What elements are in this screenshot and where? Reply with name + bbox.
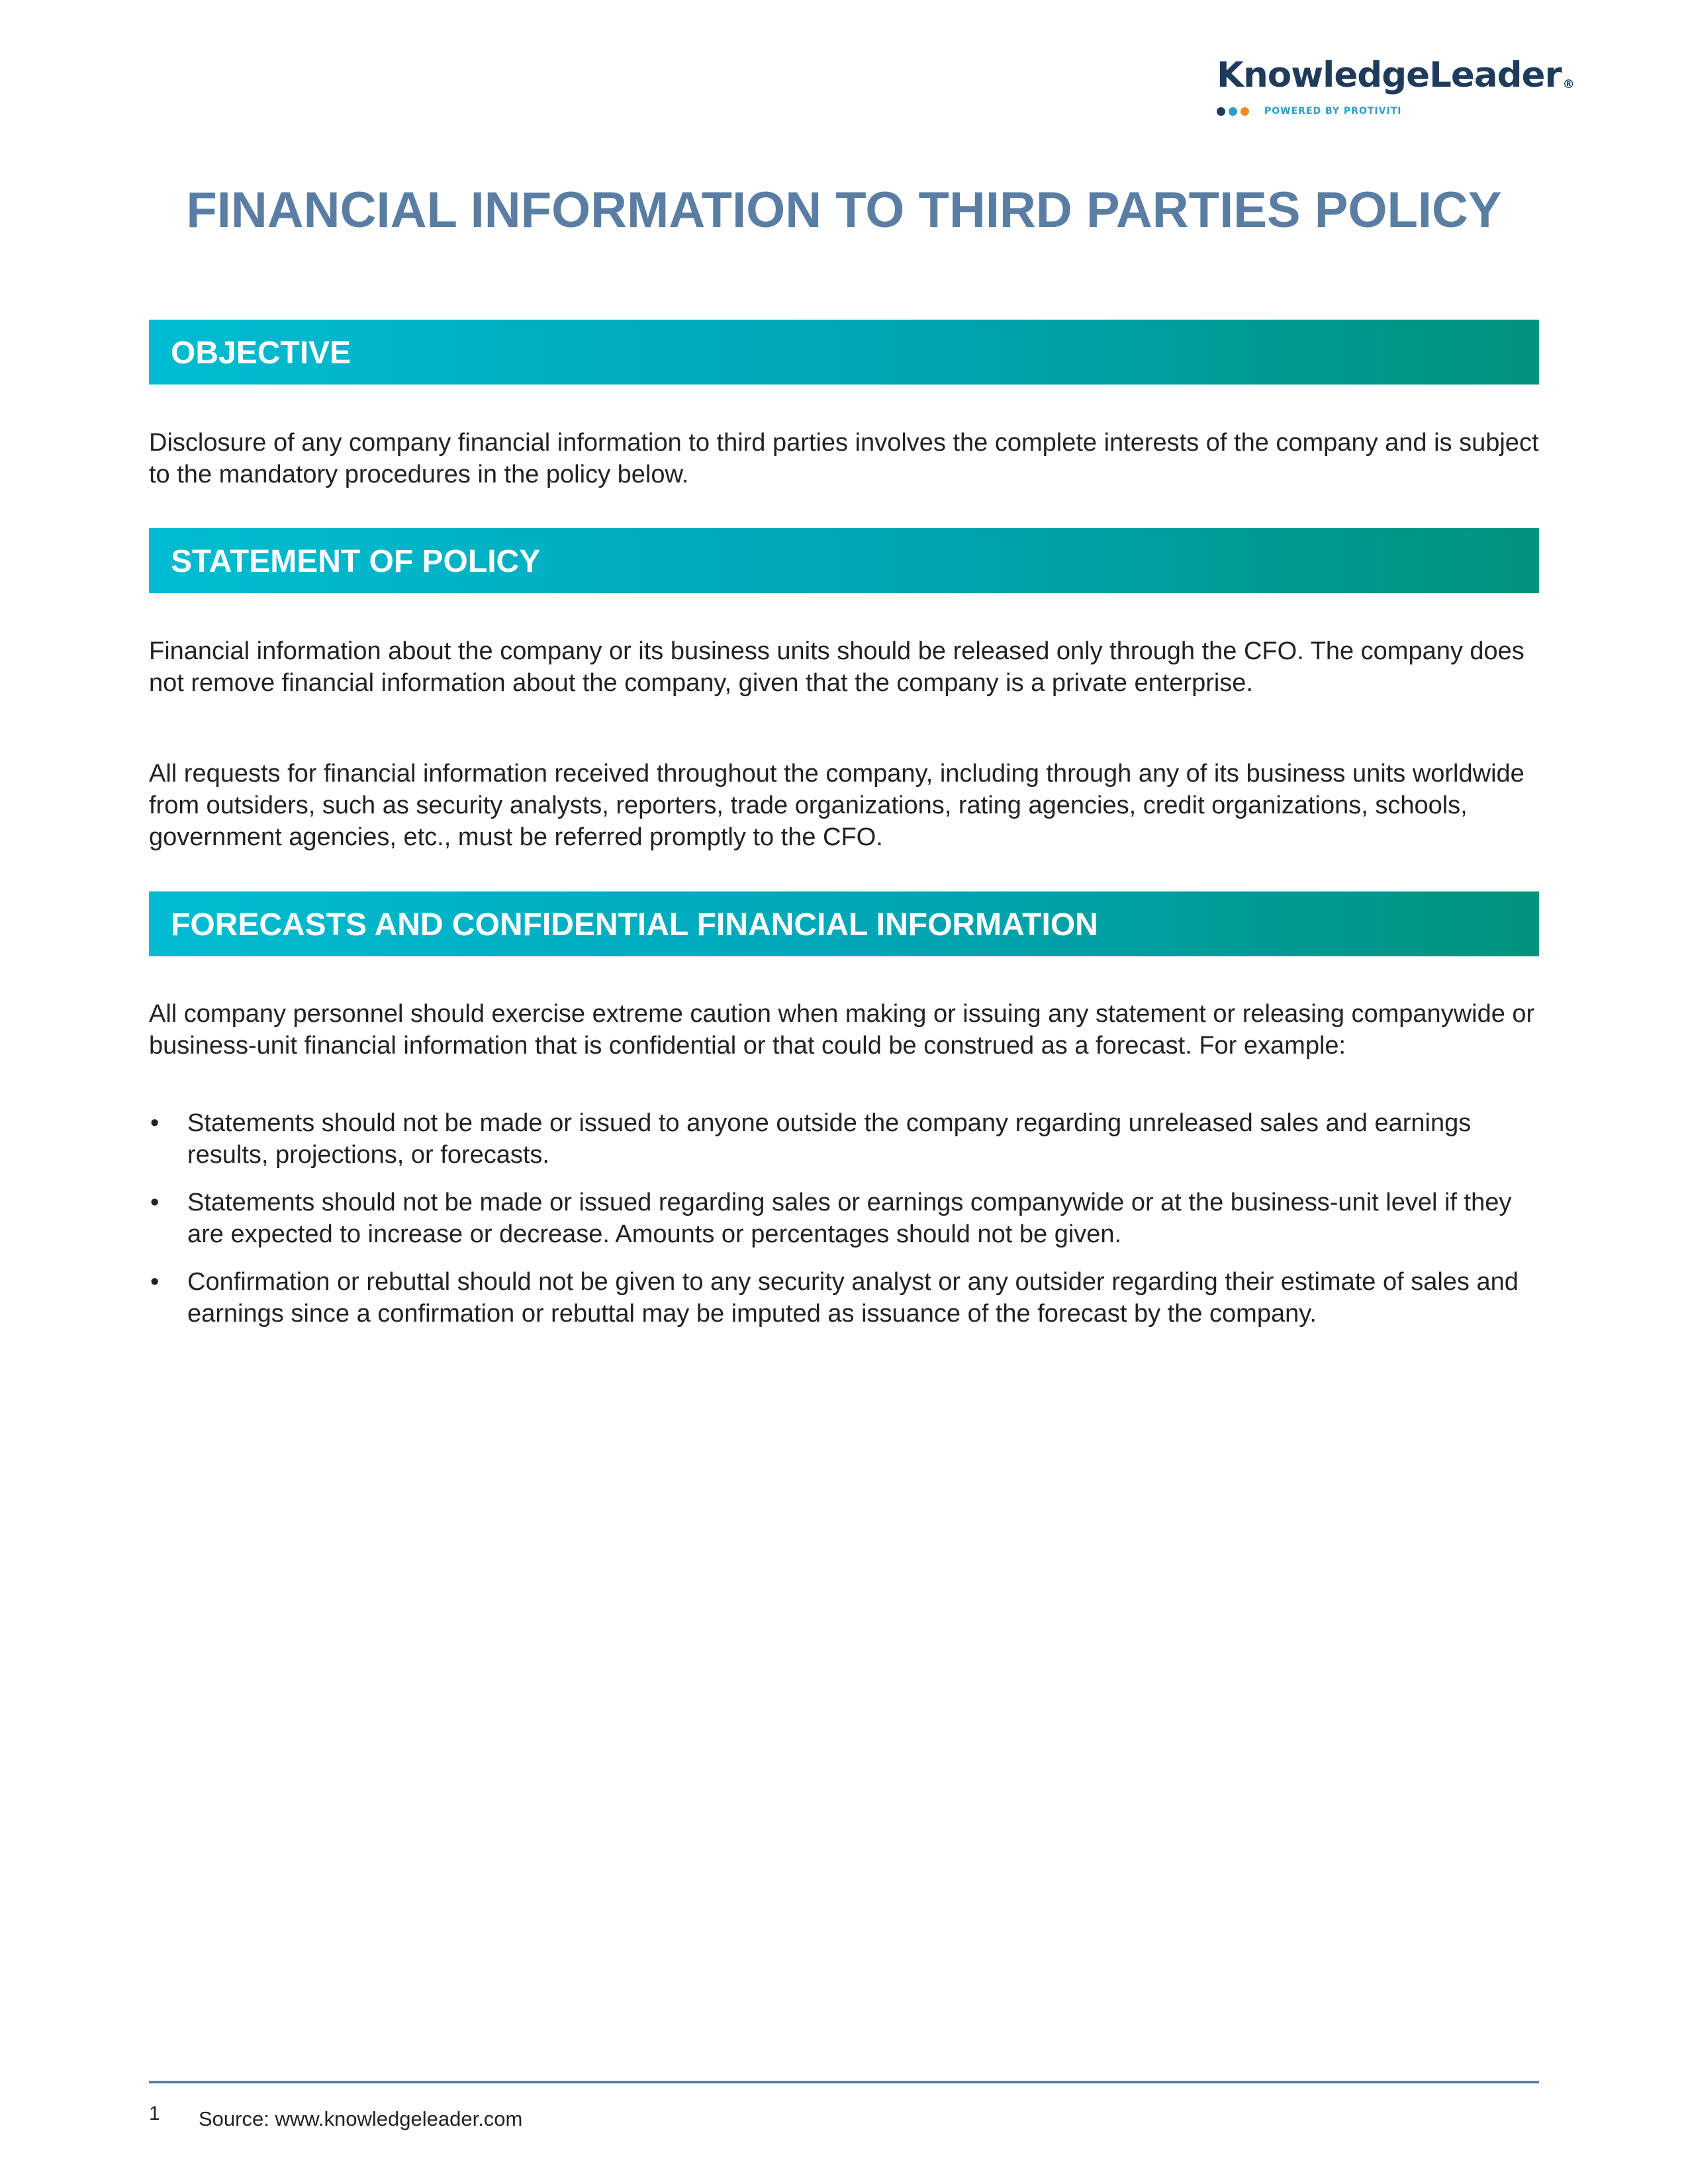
logo-dot-orange xyxy=(1241,107,1249,116)
section-heading-objective xyxy=(149,320,1539,385)
footer-divider xyxy=(149,2081,1539,2083)
list-item xyxy=(149,1266,1546,1330)
objective-paragraph: Disclosure of any company financial information to third parties involves the complete interests of the company and is subject to the mandatory procedures in the policy below. xyxy=(149,429,1539,488)
forecasts-paragraph: All company personnel should exercise extreme caution when making or issuing any statement or releasing companywide or business-unit financial information that is confidential or that could be construed as a forecast. For example: xyxy=(149,1000,1535,1060)
logo-wordmark xyxy=(1217,54,1574,97)
source-footnote: Source: www.knowledgeleader.com xyxy=(199,2107,523,2130)
section-heading-forecasts-label: FORECASTS AND CONFIDENTIAL FINANCIAL INFORMATION xyxy=(171,907,1098,942)
statement-paragraph-1: Financial information about the company or its business units should be released only through the CFO. The company does not remove financial information about the company, given that the company is a private enterprise. xyxy=(149,637,1524,697)
list-item xyxy=(149,1107,1546,1171)
list-item xyxy=(149,1187,1546,1250)
section-heading-statement-of-policy xyxy=(149,528,1539,593)
forecasts-bullet-list xyxy=(149,1107,1546,1345)
logo-dot-navy xyxy=(1217,107,1225,116)
logo-wordmark-text: KnowledgeLeader xyxy=(1217,55,1562,95)
bullet-icon: • xyxy=(150,1189,160,1216)
page-number: 1 xyxy=(149,2103,160,2124)
statement-paragraph-2: All requests for financial information received throughout the company, including through any of its business units worldwide from outsiders, such as security analysts, reporters, trade organizations, rating agencies, credit organizations, schools, government agencies, etc., must be referred promptly to the CFO. xyxy=(149,760,1524,851)
list-item-text: Statements should not be made or issued to anyone outside the company regarding unreleased sales and earnings results, projections, or forecasts. xyxy=(187,1109,1472,1169)
logo-subline xyxy=(1217,106,1541,116)
registered-mark: ® xyxy=(1562,77,1574,91)
section-heading-statement-label: STATEMENT OF POLICY xyxy=(171,544,541,579)
bullet-icon: • xyxy=(150,1109,160,1137)
bullet-icon: • xyxy=(150,1268,160,1296)
section-heading-objective-label: OBJECTIVE xyxy=(171,336,352,371)
list-item-text: Statements should not be made or issued regarding sales or earnings companywide or at the business-unit level if they are expected to increase or decrease. Amounts or percentages should not be given. xyxy=(187,1189,1512,1248)
list-item-text: Confirmation or rebuttal should not be given to any security analyst or any outsider regarding their estimate of sales and earnings since a confirmation or rebuttal may be imputed as issuance of the forecast by the company. xyxy=(187,1268,1519,1328)
page-title: FINANCIAL INFORMATION TO THIRD PARTIES POLICY xyxy=(186,182,1502,238)
logo-dot-blue xyxy=(1229,107,1237,116)
knowledgeleader-logo xyxy=(1217,54,1574,116)
logo-powered-by: POWERED BY PROTIVITI xyxy=(1264,106,1402,116)
section-heading-forecasts xyxy=(149,891,1539,956)
